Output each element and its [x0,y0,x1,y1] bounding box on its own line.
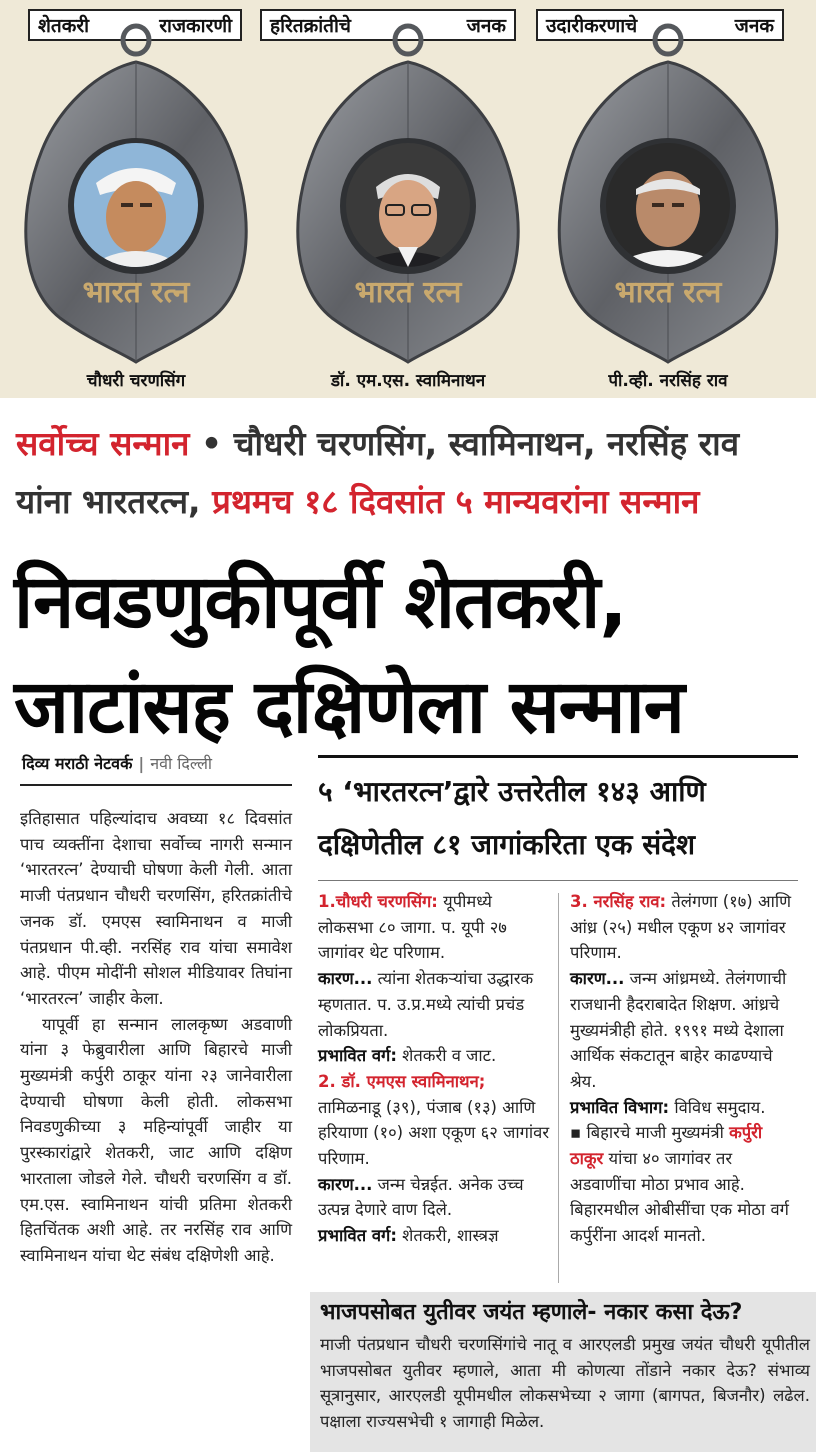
item-text: जन्म आंध्रमध्ये. तेलंगणाची राजधानी हैदराबादेत शिक्षण. आंध्रचे मुख्यमंत्रीही होते. १९९१ मध्ये देशाला आर्थिक संकटातून बाहेर काढण्याचे श्रेय. [570,969,787,1091]
item-text: विविध समुदाय. [669,1097,766,1117]
kicker-bullet: • [189,424,234,463]
tag-left-text: शेतकरी [38,15,90,37]
medal-panel-narasimha-rao [544,0,816,398]
kicker-line-1 [16,420,739,465]
byline-agency: दिव्य मराठी नेटवर्क [22,754,133,773]
analysis-item [570,966,798,1095]
column-divider [558,893,559,1283]
box-title: भाजपसोबत युतीवर जयंत म्हणाले- नकार कसा देऊ? [320,1300,743,1325]
analysis-item [318,1069,550,1172]
item-text: शेतकरी, शास्त्रज्ञ [396,1226,499,1246]
analysis-item [570,889,798,966]
tag-right-text: जनक [466,15,506,37]
tag-left-text: उदारीकरणाचे [546,15,638,37]
item-text: शेतकरी व जाट. [396,1046,497,1066]
item-lead: प्रभावित विभाग: [570,1097,670,1117]
divider [20,784,292,786]
medal-panel-charan-singh [0,0,272,398]
analysis-item [318,966,550,1043]
medal-caption: पी.व्ही. नरसिंह राव [608,371,728,391]
item-lead: कारण... [318,969,373,989]
portrait-narasimha-rao [606,143,730,267]
medal-inscription: भारत रत्न [82,275,190,310]
item-text: जन्म चेन्नईत. अनेक उच्च उत्पन्न देणारे वाण दिले. [318,1174,524,1220]
analysis-item [570,1095,798,1121]
main-headline-line-2: जाटांसह दक्षिणेला सन्मान [14,664,684,750]
item-text: तामिळनाडू (३९), पंजाब (१३) आणि हरियाणा (१०) अशा एकूण ६२ जागांवर परिणाम. [318,1097,550,1169]
portrait-charan-singh [74,143,198,267]
divider [318,755,798,758]
item-lead: 2. डॉ. एमएस स्वामिनाथन; [318,1071,486,1091]
item-highlight: कर्पुरी ठाकूर [570,1123,763,1169]
item-lead: प्रभावित वर्ग: [318,1046,397,1066]
byline [22,752,212,774]
kicker-label: सर्वोच्च सन्मान [16,424,190,463]
byline-separator: | [138,754,145,773]
medal-band [0,0,816,398]
subheadline-line-1: ५ ‘भारतरत्न’द्वारे उत्तरेतील १४३ आणि [318,775,706,808]
medal-inscription: भारत रत्न [354,275,462,310]
tag-right-text: राजकारणी [159,15,232,37]
box-text: माजी पंतप्रधान चौधरी चरणसिंगांचे नातू व आरएलडी प्रमुख जयंत चौधरी यूपीतील भाजपसोबत युतीवर म्हणाले, आता मी कोणत्या तोंडाने नकार देऊ? संभाव्य सूत्रानुसार, आरएलडी यूपीमधील लोकसभेच्या २ जागा (बागपत, बिजनौर) लढेल. पक्षाला राज्यसभेची १ जागाही मिळेल. [320,1335,810,1431]
item-text: तेलंगणा (१७) आणि आंध्र (२५) मधील एकूण ४२ जागांवर परिणाम. [570,892,792,963]
bullet-icon: ▪ [570,1123,587,1143]
medal-caption: डॉ. एम.एस. स्वामिनाथन [330,371,486,391]
item-text: यूपीमध्ये लोकसभा ८० जागा. प. यूपी २७ जागांवर थेट परिणाम. [318,892,507,963]
main-headline-line-1: निवडणुकीपूर्वी शेतकरी, [14,559,627,645]
kicker-text: चौधरी चरणसिंग, स्वामिनाथन, नरसिंह राव [233,424,740,463]
article-paragraph: इतिहासात पहिल्यांदाच अवघ्या १८ दिवसांत पाच व्यक्तींना देशाचा सर्वोच्च नागरी सन्मान ‘भारतरत्न’ देण्याची घोषणा केली गेली. आता माजी पंतप्रधान चौधरी चरणसिंग, हरितक्रांतीचे जनक डॉ. एमएस स्वामिनाथन व माजी पंतप्रधान पी.व्ही. नरसिंह राव यांचा समावेश आहे. पीएम मोदींनी सोशल मीडियावर तिघांना ‘भारतरत्न’ जाहीर केला. [20,809,292,1008]
sidebar-box [310,1292,816,1452]
article-paragraph: यापूर्वी हा सन्मान लालकृष्ण अडवाणी यांना ३ फेब्रुवारीला आणि बिहारचे माजी मुख्यमंत्री कर्पुरी ठाकूर यांना २३ जानेवारीला देण्याची घोषणा केली होती. लोकसभा निवडणुकीच्या ३ महिन्यांपूर्वी जाहीर या पुरस्कारांद्वारे शेतकरी, जाट आणि दक्षिण भारताला जोडले गेले. चौधरी चरणसिंग व डॉ. एम.एस. स्वामिनाथन यांची प्रतिमा शेतकरी हितचिंतक अशी आहे. तर नरसिंह राव आणि स्वामिनाथन यांचा थेट संबंध दक्षिणेशी आहे. [20,1014,292,1265]
item-lead: कारण... [570,969,625,989]
tag-right-text: जनक [734,15,774,37]
portrait-swaminathan [346,143,470,267]
item-text: त्यांना शेतकऱ्यांचा उद्धारक म्हणतात. प. उ.प्र.मध्ये त्यांची प्रचंड लोकप्रियता. [318,969,534,1040]
item-lead: कारण... [318,1174,373,1194]
item-text: बिहारचे माजी मुख्यमंत्री [586,1123,730,1143]
tag-left-text: हरितक्रांतीचे [270,15,351,37]
divider [318,880,798,881]
analysis-item [570,1120,798,1249]
kicker-line-2 [16,478,699,523]
analysis-item [318,1223,550,1249]
subheadline-line-2: दक्षिणेतील ८१ जागांकरिता एक संदेश [318,828,696,861]
analysis-column-1 [318,889,550,1249]
medal-inscription: भारत रत्न [614,275,722,310]
item-lead: 3. नरसिंह राव: [570,892,667,911]
byline-city: नवी दिल्ली [150,754,213,773]
item-lead: 1.चौधरी चरणसिंग: [318,892,438,911]
medal-panel-swaminathan [272,0,544,398]
item-text: यांचा ४० जागांवर तर अडवाणींचा मोठा प्रभाव आहे. बिहारमधील ओबीसींचा एक मोठा वर्ग कर्पुरींना आदर्श मानतो. [570,1149,789,1246]
article-column [20,806,292,1269]
analysis-item [318,1172,550,1223]
analysis-column-2 [570,889,798,1249]
item-lead: प्रभावित वर्ग: [318,1226,397,1246]
kicker-highlight: प्रथमच १८ दिवसांत ५ मान्यवरांना सन्मान [212,482,700,521]
analysis-item [318,1043,550,1069]
analysis-item [318,889,550,966]
medal-caption: चौधरी चरणसिंग [86,371,186,391]
kicker-text: यांना भारतरत्न, [16,482,213,521]
